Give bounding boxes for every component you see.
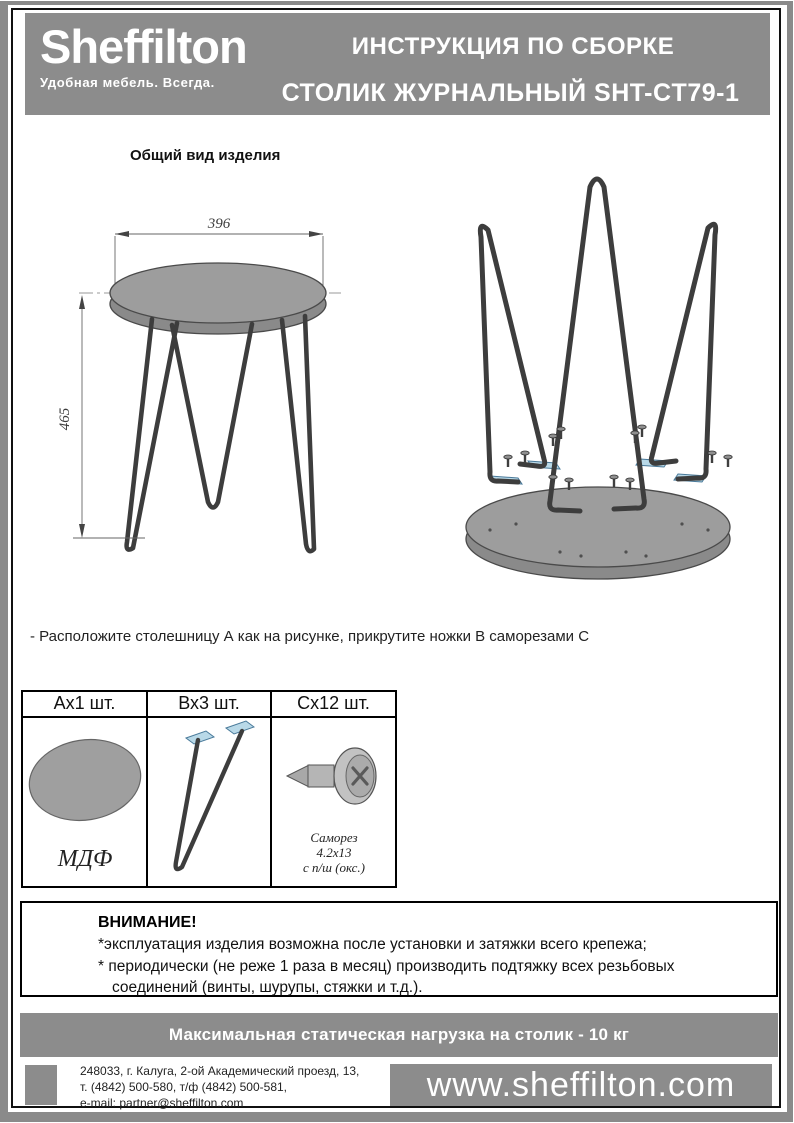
brand-name: Sheffilton [40,20,247,73]
warning-line-3: соединений (винты, шурупы, стяжки и т.д.). [112,979,423,996]
leg-part-image [148,718,270,886]
dim-arrow-left [115,231,129,237]
assembled-table-drawing [55,205,355,575]
part-c-label-2: 4.2х13 [315,845,352,860]
parts-table [21,690,397,888]
tabletop-part-image [24,718,146,886]
part-a-cell [23,718,146,886]
header-banner [25,13,770,115]
max-load-text: Максимальная статическая нагрузка на столик - 10 кг [168,1025,630,1044]
part-b-cell [146,718,272,886]
warning-box [20,901,778,997]
hairpin-legs [127,316,314,551]
title-line-2: СТОЛИК ЖУРНАЛЬНЫЙ SHT-CT79-1 [281,79,740,107]
website-banner [390,1064,772,1106]
max-load-banner [20,1013,778,1057]
warning-line-1: *эксплуатация изделия возможна после установки и затяжки всего крепежа; [98,936,647,953]
part-c-cell [272,718,395,886]
overview-heading: Общий вид изделия [130,147,281,164]
part-a-header: Ах1 шт. [23,692,146,718]
address-line-2: т. (4842) 500-580, т/ф (4842) 500-581, [80,1080,287,1094]
part-b-header: Вх3 шт. [146,692,272,718]
dim-arrow-right [309,231,323,237]
hairpin-legs [480,179,715,511]
address-line-1: 248033, г. Калуга, 2-ой Академический проезд, 13, [80,1064,360,1078]
brand-tagline: Удобная мебель. Всегда. [40,75,215,90]
part-c-header: Сх12 шт. [272,692,395,718]
tabletop-underside [466,487,730,567]
document-title [263,13,763,115]
address-line-3: e-mail: partner@sheffilton.com [80,1096,244,1110]
website-url: www.sheffilton.com [426,1065,736,1104]
part-c-label-3: с п/ш (окс.) [302,860,365,875]
brand-logo [40,21,260,90]
part-a-material-label: МДФ [57,846,112,872]
dim-height-label: 465 [57,407,73,431]
footer-gray-square [25,1065,57,1105]
screw-part-image [273,718,395,886]
dim-arrow-bottom [79,524,85,538]
footer-address [80,1063,380,1111]
dim-arrow-top [79,295,85,309]
warning-title: ВНИМАНИЕ! [98,914,197,931]
assembly-step-text: - Расположите столешницу А как на рисунке, прикрутите ножки В саморезами С [30,628,590,645]
tabletop-top [110,263,326,323]
exploded-assembly-drawing [420,165,780,600]
part-c-label-1: Саморез [309,830,358,845]
title-line-1: ИНСТРУКЦИЯ ПО СБОРКЕ [351,33,675,60]
warning-line-2: * периодически (не реже 1 раза в месяц) производить подтяжку всех резьбовых [98,957,675,975]
dim-width-label: 396 [207,216,231,232]
